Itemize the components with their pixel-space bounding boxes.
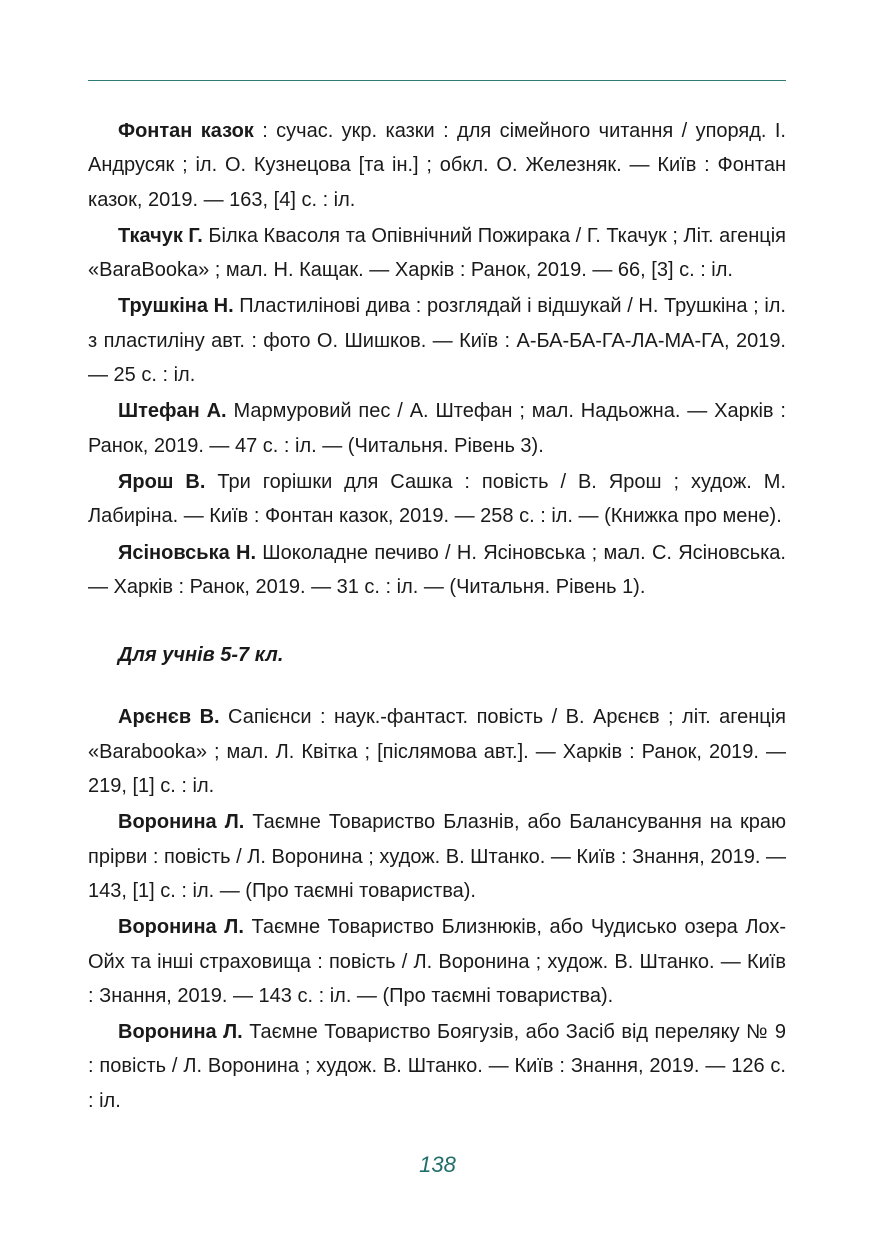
entry-description: Таємне Товариство Блазнів, або Балансування на краю прірви : повість / Л. Воронина ; худож. В. Штанко. — Київ : Знання, 2019. — 143, [1] с. : іл. — (Про таємні товариства).	[88, 811, 786, 902]
entry-description: Три горішки для Сашка : повість / В. Ярош ; худож. М. Лабиріна. — Київ : Фонтан казок, 2019. — 258 с. : іл. — (Книжка про мене).	[88, 470, 786, 528]
entry-author: Ясіновська Н.	[118, 541, 256, 564]
entry-description: Пластилінові дива : розглядай і відшукай / Н. Трушкіна ; іл. з пластиліну авт. : фото О. Шишков. — Київ : А-БА-БА-ГА-ЛА-МА-ГА, 2019. — 25 с. : іл.	[88, 295, 786, 387]
bibliography-entry	[88, 805, 786, 908]
bibliography-entry	[88, 289, 786, 392]
entry-author: Арєнєв В.	[118, 706, 220, 729]
entry-description: Таємне Товариство Боягузів, або Засіб від переляку № 9 : повість / Л. Воронина ; худож. В. Штанко. — Київ : Знання, 2019. — 126 с. : іл.	[88, 1021, 786, 1112]
bibliography-content	[88, 114, 786, 1120]
bibliography-entry	[88, 114, 786, 217]
page-number: 138	[419, 1152, 456, 1177]
entry-author: Трушкіна Н.	[118, 295, 234, 318]
entry-description: Сапієнси : наук.-фантаст. повість / В. Арєнєв ; літ. агенція «Barabooka» ; мал. Л. Квітка ; [післямова авт.]. — Харків : Ранок, 2019. — 219, [1] с. : іл.	[88, 706, 786, 798]
entry-author: Ярош В.	[118, 470, 206, 493]
entry-author: Воронина Л.	[118, 916, 244, 939]
header-rule	[88, 80, 786, 81]
bibliography-entry	[88, 1015, 786, 1118]
entry-description: Білка Квасоля та Опівнічний Пожирака / Г. Ткачук ; Літ. агенція «BaraBooka» ; мал. Н. Кащак. — Харків : Ранок, 2019. — 66, [3] с. : іл.	[88, 224, 786, 282]
entry-description: Мармуровий пес / А. Штефан ; мал. Надьожна. — Харків : Ранок, 2019. — 47 с. : іл. — (Читальня. Рівень 3).	[88, 400, 786, 457]
bibliography-entry	[88, 536, 786, 605]
entry-description: Шоколадне печиво / Н. Ясіновська ; мал. С. Ясіновська. — Харків : Ранок, 2019. — 31 с. : іл. — (Читальня. Рівень 1).	[88, 541, 786, 598]
entry-description: Таємне Товариство Близнюків, або Чудисько озера Лох-Ойх та інші страховища : повість / Л. Воронина ; худож. В. Штанко. — Київ : Знання, 2019. — 143 с. : іл. — (Про таємні товариства).	[88, 916, 786, 1007]
bibliography-entry	[88, 394, 786, 463]
bibliography-entry	[88, 700, 786, 803]
bibliography-entry	[88, 910, 786, 1013]
entry-author: Ткачук Г.	[118, 224, 203, 247]
entry-author: Воронина Л.	[118, 811, 245, 834]
entry-author: Воронина Л.	[118, 1021, 243, 1044]
section-heading: Для учнів 5-7 кл.	[118, 644, 284, 667]
bibliography-entry	[88, 219, 786, 288]
entry-author: Штефан А.	[118, 400, 227, 423]
entry-description: : сучас. укр. казки : для сімейного читання / упоряд. І. Андрусяк ; іл. О. Кузнецова [та ін.] ; обкл. О. Железняк. — Київ : Фонтан казок, 2019. — 163, [4] с. : іл.	[88, 120, 786, 211]
bibliography-entry	[88, 465, 786, 534]
entry-author: Фонтан казок	[118, 120, 254, 142]
